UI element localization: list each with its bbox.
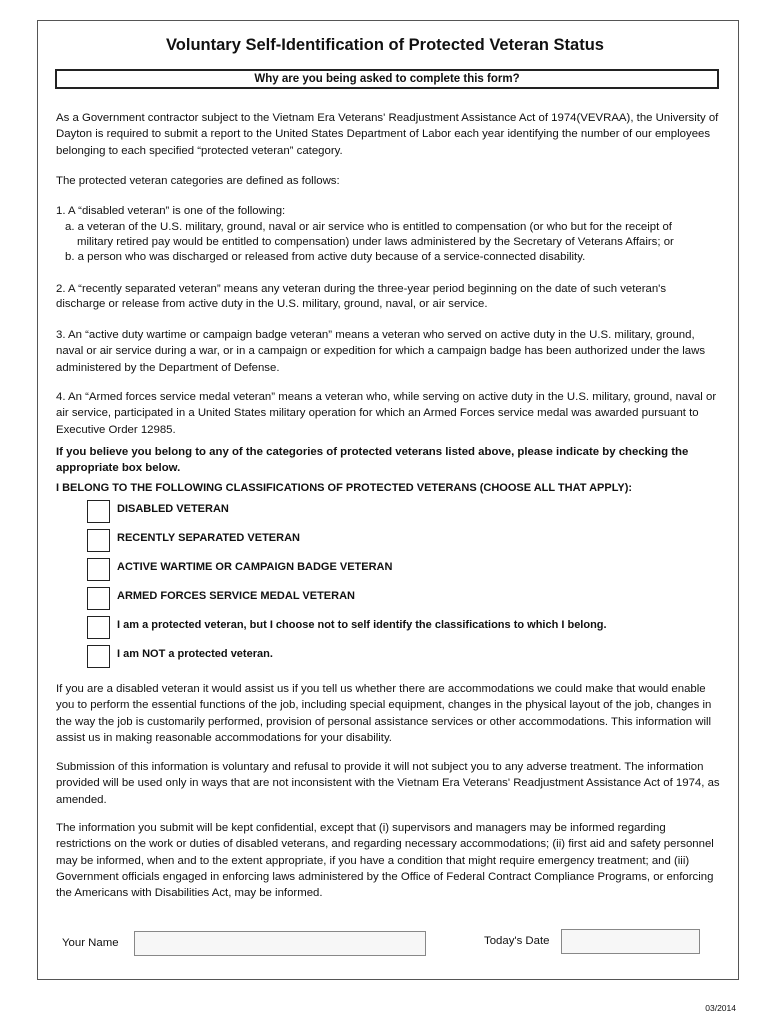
checkbox-campaign-badge[interactable] <box>87 558 110 581</box>
categories-intro: The protected veteran categories are defined as follows: <box>56 175 340 187</box>
option-label-disabled-veteran: DISABLED VETERAN <box>117 503 229 515</box>
date-label: Today's Date <box>484 935 550 947</box>
date-input[interactable] <box>561 929 700 954</box>
name-label: Your Name <box>62 937 119 949</box>
category-4: 4. An “Armed forces service medal veteran” means a veteran who, while serving on active duty in the U.S. military, ground, naval or air service, participated in a United States military operation for which an Armed Forces service medal was awarded pursuant to Executive Order 12985. <box>56 391 717 436</box>
category-1b: b. a person who was discharged or released from active duty because of a service-connected disability. <box>65 251 586 263</box>
checkbox-disabled-veteran[interactable] <box>87 500 110 523</box>
category-1a-line1: a. a veteran of the U.S. military, ground, naval or air service who is entitled to compensation (or who but for the receipt of <box>65 221 672 233</box>
checkbox-recently-separated[interactable] <box>87 529 110 552</box>
confidential-paragraph: The information you submit will be kept confidential, except that (i) supervisors and managers may be informed regarding restrictions on the work or duties of disabled veterans, and regarding necessary accommodations; (ii) first aid and safety personnel may be informed, when and to the extent appropriate, if you have a condition that might require emergency treatment; and (iii) Government officials engaged in enforcing laws administered by the Office of Federal Contract Compliance Programs, or enforcing the Americans with Disabilities Act, may be informed. <box>56 822 714 900</box>
option-label-service-medal: ARMED FORCES SERVICE MEDAL VETERAN <box>117 590 355 602</box>
classification-heading: I BELONG TO THE FOLLOWING CLASSIFICATIONS OF PROTECTED VETERANS (CHOOSE ALL THAT APPLY): <box>56 482 633 494</box>
option-label-not-protected: I am NOT a protected veteran. <box>117 648 273 660</box>
form-revision-date: 03/2014 <box>705 1003 736 1013</box>
option-label-not-self-identify: I am a protected veteran, but I choose not to self identify the classifications to which I belong. <box>117 619 607 631</box>
option-label-campaign-badge: ACTIVE WARTIME OR CAMPAIGN BADGE VETERAN <box>117 561 393 573</box>
category-1a-line2: military retired pay would be entitled to compensation) under laws administered by the Secretary of Veterans Affairs; or <box>77 236 674 248</box>
subheading-box: Why are you being asked to complete this form? <box>55 69 719 89</box>
intro-paragraph: As a Government contractor subject to the Vietnam Era Veterans' Readjustment Assistance Act of 1974(VEVRAA), the University of Dayton is required to submit a report to the United States Department of Labor each year identifying the number of our employees belonging to each specified “protected veteran” category. <box>56 112 719 157</box>
instruction-text: If you believe you belong to any of the categories of protected veterans listed above, please indicate by checking the appropriate box below. <box>56 446 689 475</box>
option-label-recently-separated: RECENTLY SEPARATED VETERAN <box>117 532 300 544</box>
accommodation-paragraph: If you are a disabled veteran it would assist us if you tell us whether there are accommodations we could make that would enable you to perform the essential functions of the job, including special equipment, changes in the physical layout of the job, changes in the way the job is customarily performed, provision of personal assistance services or other accommodations. This information will assist us in making reasonable accommodations for your disability. <box>56 683 712 744</box>
form-title: Voluntary Self-Identification of Protected Veteran Status <box>166 36 604 54</box>
checkbox-not-protected[interactable] <box>87 645 110 668</box>
category-2-line2: discharge or release from active duty in the U.S. military, ground, naval, or air service. <box>56 298 488 310</box>
checkbox-service-medal[interactable] <box>87 587 110 610</box>
category-2-line1: 2. A “recently separated veteran” means any veteran during the three-year period beginning on the date of such veteran's <box>56 283 667 295</box>
category-3: 3. An “active duty wartime or campaign badge veteran” means a veteran who served on active duty in the U.S. military, ground, naval or air service during a war, or in a campaign or expedition for which a campaign badge has been authorized under the laws administered by the Department of Defense. <box>56 329 706 374</box>
category-1-heading: 1. A “disabled veteran” is one of the following: <box>56 205 286 217</box>
name-input[interactable] <box>134 931 426 956</box>
voluntary-paragraph: Submission of this information is voluntary and refusal to provide it will not subject you to any adverse treatment. The information provided will be used only in ways that are not inconsistent with the Vietnam Era Veterans' Readjustment Assistance Act of 1974, as amended. <box>56 761 720 806</box>
checkbox-not-self-identify[interactable] <box>87 616 110 639</box>
